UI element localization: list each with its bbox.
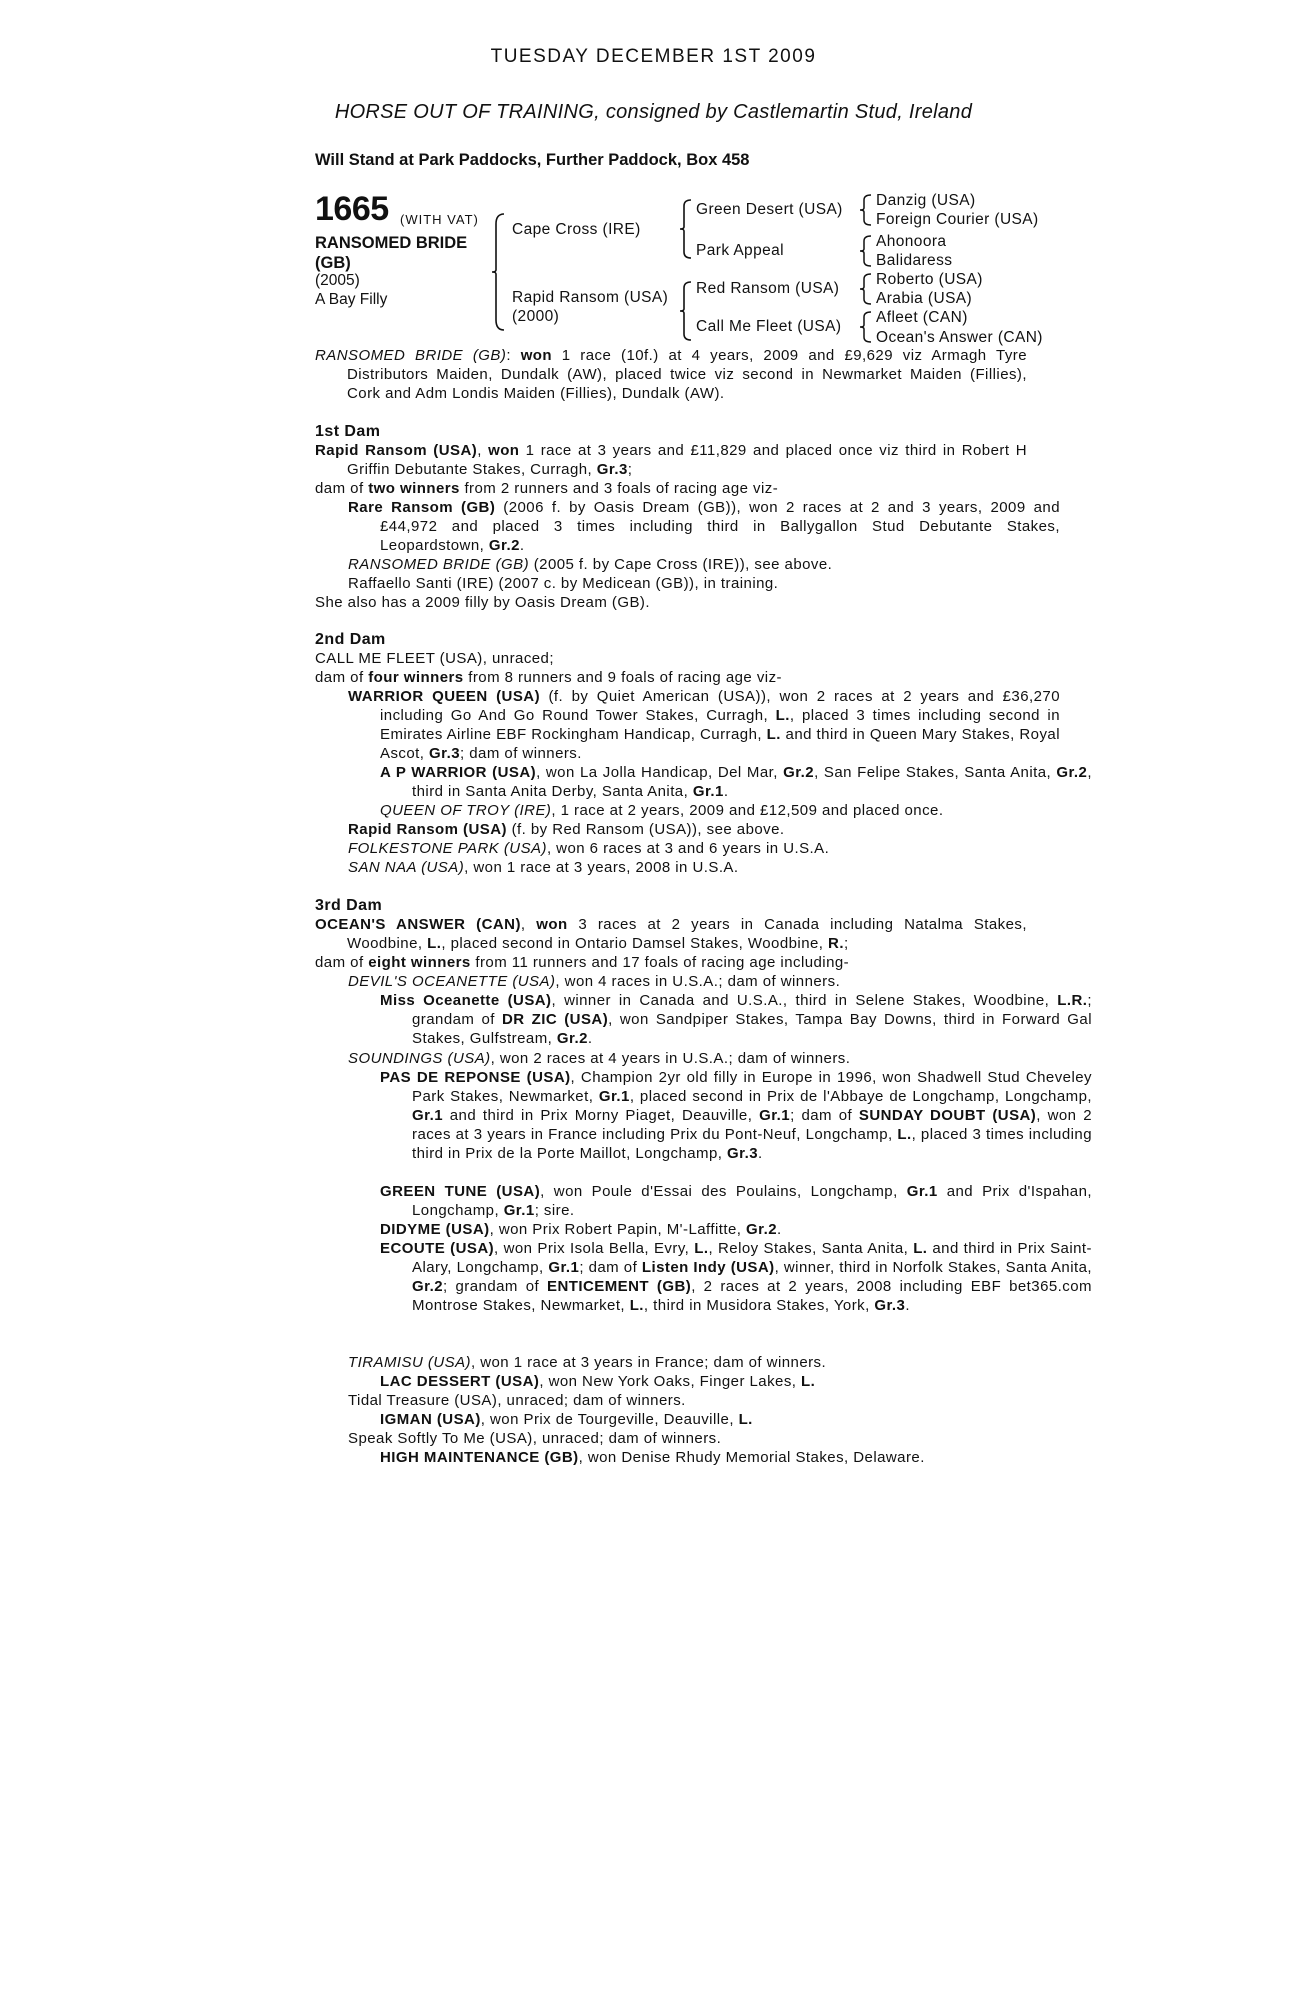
warrior-queen-grade: Gr.3 — [429, 745, 461, 763]
soundings-name: SOUNDINGS (USA) — [348, 1050, 491, 1067]
high-maintenance-text: , won Denise Rhudy Memorial Stakes, Delaware. — [578, 1449, 925, 1466]
ap-warrior-grade3: Gr.1 — [692, 783, 724, 801]
miss-oceanette-name: Miss Oceanette (USA) — [380, 992, 552, 1009]
horse-description: A Bay Filly — [315, 291, 388, 308]
pas-de-reponse-text6: , placed 3 times including third in Prix de la Porte Maillot, Longchamp, — [412, 1126, 1093, 1163]
second-dam-winners: four winners — [368, 669, 464, 686]
ecoute-text7: , 2 races at 2 years, 2008 including EBF bet365.com Montrose Stakes, Newmarket, — [412, 1278, 1092, 1315]
produce-folkestone-park — [315, 839, 1060, 858]
sunday-doubt-name: SUNDAY DOUBT (USA) — [858, 1107, 1037, 1125]
dr-zic-name: DR ZIC (USA) — [501, 1011, 609, 1029]
ecoute-text1: , won Prix Isola Bella, Evry, — [494, 1240, 690, 1257]
pedigree-sire-dam: Park Appeal — [696, 242, 784, 259]
produce-ap-warrior — [315, 763, 1092, 801]
produce-devils-oceanette — [315, 972, 1060, 991]
pedigree-gg7: Afleet (CAN) — [876, 309, 968, 326]
produce-high-maintenance — [315, 1448, 1092, 1467]
rare-ransom-grade: Gr.2 — [488, 537, 520, 555]
pedigree-gg8: Ocean's Answer (CAN) — [876, 329, 1043, 346]
miss-oceanette-tail: . — [587, 1030, 593, 1048]
devils-oceanette-name: DEVIL'S OCEANETTE (USA) — [348, 973, 556, 990]
green-tune-text1: , won Poule d'Essai des Poulains, Longchamp, — [540, 1183, 898, 1200]
ecoute-grade2: Gr.2 — [412, 1278, 443, 1296]
igman-text: , won Prix de Tourgeville, Deauville, — [480, 1411, 734, 1428]
rapid-ransom-text: (f. by Red Ransom (USA)), see above. — [511, 821, 785, 838]
didyme-grade: Gr.2 — [746, 1221, 778, 1238]
pedigree-gg5: Roberto (USA) — [876, 271, 983, 288]
pas-de-reponse-text1: , Champion 2yr old filly in Europe in 1996, won Shadwell Stud Cheveley Park Stakes, Newmarket, — [412, 1069, 1092, 1106]
produce-lac-dessert — [315, 1372, 1092, 1391]
pas-de-reponse-grade3: Gr.1 — [759, 1107, 791, 1125]
queen-of-troy-text: , 1 race at 2 years, 2009 and £12,509 and placed once. — [551, 802, 944, 819]
pas-de-reponse-grade4: Gr.3 — [727, 1145, 759, 1163]
igman-name: IGMAN (USA) — [380, 1411, 481, 1428]
first-dam-heading: 1st Dam — [315, 423, 381, 440]
ecoute-grade3: Gr.3 — [874, 1297, 906, 1315]
second-dam-runners: from 8 runners and 9 foals of racing age viz- — [468, 669, 782, 686]
horse-summary — [315, 346, 1027, 403]
produce-soundings — [315, 1049, 1060, 1068]
second-dam-produce-summary — [315, 668, 995, 687]
ransomed-bride-name: RANSOMED BRIDE (GB) — [348, 556, 530, 573]
pedigree-sire-sire: Green Desert (USA) — [696, 201, 843, 218]
pedigree-brace-sire — [680, 198, 694, 260]
first-dam-record: Rapid Ransom (USA), won 1 race at 3 years and £11,829 and placed once viz third in Robert H Griffin Debutante Stakes, Curragh, Gr.3; — [315, 442, 1027, 479]
first-dam-also: She also has a 2009 filly by Oasis Dream (GB). — [315, 594, 650, 611]
ap-warrior-grade2: Gr.2 — [1056, 764, 1088, 781]
ecoute-grade1: Gr.1 — [548, 1259, 580, 1277]
produce-green-tune — [315, 1182, 1092, 1220]
ecoute-listed: L. — [694, 1240, 709, 1257]
didyme-tail: . — [777, 1221, 782, 1238]
ap-warrior-text3: , third in Santa Anita Derby, Santa Anita, — [412, 764, 1092, 801]
green-tune-tail: ; sire. — [534, 1202, 575, 1220]
produce-tiramisu — [315, 1353, 1060, 1372]
produce-tidal-treasure: Tidal Treasure (USA), unraced; dam of winners. — [348, 1392, 686, 1409]
pedigree-brace-dam — [680, 280, 694, 342]
pas-de-reponse-text4: ; dam of — [790, 1107, 853, 1125]
produce-didyme — [315, 1220, 1092, 1239]
oceans-answer-text2: , placed second in Ontario Damsel Stakes, Woodbine, — [441, 935, 824, 953]
oceans-answer-listed: L. — [427, 935, 442, 953]
oceans-answer-won: won — [536, 916, 568, 933]
pedigree-dam: Rapid Ransom (USA) — [512, 289, 669, 306]
high-maintenance-name: HIGH MAINTENANCE (GB) — [380, 1449, 579, 1466]
produce-rare-ransom — [315, 498, 1060, 555]
second-dam-damof: dam of — [315, 669, 364, 686]
produce-queen-of-troy — [315, 801, 1092, 820]
green-tune-text2: and Prix d'Ispahan, Longchamp, — [412, 1183, 1092, 1220]
green-tune-grade1: Gr.1 — [906, 1183, 938, 1200]
ap-warrior-name: A P WARRIOR (USA) — [380, 764, 537, 781]
pedigree-gg4: Balidaress — [876, 252, 953, 269]
tiramisu-name: TIRAMISU (USA) — [348, 1354, 471, 1371]
warrior-queen-text1: (f. by Quiet American (USA)), won 2 races at 2 years and £36,270 including Go And Go Round Tower Stakes, Curragh, — [380, 688, 1060, 725]
horse-name-line2: (GB) — [315, 254, 351, 272]
ap-warrior-grade1: Gr.2 — [783, 764, 815, 781]
second-dam-line: CALL ME FLEET (USA), unraced; — [315, 650, 554, 667]
miss-oceanette-lr: L.R. — [1057, 992, 1088, 1009]
consignment-line: HORSE OUT OF TRAINING, consigned by Castlemartin Stud, Ireland — [334, 101, 973, 123]
rare-ransom-name: Rare Ransom (GB) — [348, 499, 496, 516]
pas-de-reponse-listed: L. — [897, 1126, 912, 1144]
lac-dessert-listed: L. — [801, 1373, 816, 1390]
ecoute-text5: , winner, third in Norfolk Stakes, Santa Anita, — [774, 1259, 1093, 1277]
produce-miss-oceanette — [315, 991, 1092, 1048]
didyme-name: DIDYME (USA) — [380, 1221, 490, 1238]
ecoute-text8: , third in Musidora Stakes, York, — [643, 1297, 870, 1315]
green-tune-name: GREEN TUNE (USA) — [380, 1183, 541, 1200]
pedigree-gg6: Arabia (USA) — [876, 290, 973, 307]
green-tune-grade2: Gr.1 — [503, 1202, 535, 1220]
pedigree-sire: Cape Cross (IRE) — [512, 221, 641, 238]
ecoute-text4: ; dam of — [579, 1259, 638, 1277]
third-dam-runners: from 11 runners and 17 foals of racing age including- — [475, 954, 850, 971]
third-dam-winners: eight winners — [368, 954, 471, 971]
pedigree-dam-year: (2000) — [512, 308, 560, 325]
third-dam-produce-summary — [315, 953, 995, 972]
produce-speak-softly: Speak Softly To Me (USA), unraced; dam of winners. — [348, 1430, 722, 1447]
foaling-year: (2005) — [315, 272, 360, 289]
produce-rapid-ransom — [315, 820, 1060, 839]
first-dam-winners: two winners — [368, 480, 460, 497]
third-dam-damof: dam of — [315, 954, 364, 971]
ecoute-text6: ; grandam of — [443, 1278, 540, 1296]
summary-colon: : — [506, 347, 511, 364]
pedigree-dam-sire: Red Ransom (USA) — [696, 280, 840, 297]
produce-warrior-queen — [315, 687, 1060, 763]
lot-number: 1665 — [315, 190, 389, 228]
pedigree-brace-g2 — [860, 234, 874, 268]
third-dam-heading: 3rd Dam — [315, 897, 383, 914]
pas-de-reponse-text3: and third in Prix Morny Piaget, Deauville, — [449, 1107, 753, 1125]
warrior-queen-text2: , placed 3 times including second in Emirates Airline EBF Rockingham Handicap, Curragh, — [380, 707, 1060, 744]
produce-igman — [315, 1410, 1092, 1429]
pedigree-dam-dam: Call Me Fleet (USA) — [696, 318, 842, 335]
folkestone-park-text: , won 6 races at 3 and 6 years in U.S.A. — [546, 840, 830, 857]
pedigree-brace-main — [492, 212, 508, 332]
listen-indy-name: Listen Indy (USA) — [641, 1259, 775, 1277]
igman-listed: L. — [738, 1411, 753, 1428]
horse-name — [315, 233, 490, 273]
devils-oceanette-text: , won 4 races in U.S.A.; dam of winners. — [555, 973, 841, 990]
san-naa-name: SAN NAA (USA) — [348, 859, 465, 876]
pedigree-gg3: Ahonoora — [876, 233, 947, 250]
warrior-queen-name: WARRIOR QUEEN (USA) — [348, 688, 541, 705]
ecoute-listed2: L. — [913, 1240, 928, 1257]
ransomed-bride-text: (2005 f. by Cape Cross (IRE)), see above. — [533, 556, 833, 573]
first-dam-grade: Gr.3 — [596, 461, 628, 479]
first-dam-runners: from 2 runners and 3 foals of racing age viz- — [464, 480, 779, 497]
warrior-queen-listed2: L. — [766, 726, 781, 744]
pas-de-reponse-tail: . — [758, 1145, 763, 1163]
first-dam-damof: dam of — [315, 480, 364, 497]
horse-name-line1: RANSOMED BRIDE — [315, 234, 468, 252]
vat-note: (WITH VAT) — [400, 212, 479, 227]
summary-won: won — [520, 347, 553, 364]
miss-oceanette-text2: ; grandam of — [412, 992, 1092, 1029]
lac-dessert-text: , won New York Oaks, Finger Lakes, — [539, 1373, 797, 1390]
summary-horse-name: RANSOMED BRIDE (GB) — [315, 347, 507, 364]
didyme-text: , won Prix Robert Papin, M'-Laffitte, — [489, 1221, 742, 1238]
produce-ecoute — [315, 1239, 1092, 1315]
rare-ransom-tail: . — [519, 537, 525, 555]
ecoute-listed3: L. — [629, 1297, 644, 1315]
pas-de-reponse-name: PAS DE REPONSE (USA) — [380, 1069, 571, 1086]
pedigree-gg1: Danzig (USA) — [876, 192, 976, 209]
queen-of-troy-name: QUEEN OF TROY (IRE) — [380, 802, 552, 819]
sale-date: TUESDAY DECEMBER 1ST 2009 — [490, 46, 817, 67]
ap-warrior-text1: , won La Jolla Handicap, Del Mar, — [536, 764, 778, 781]
first-dam-text: 1 race at 3 years and £11,829 and placed once viz third in Robert H Griffin Debutante Stakes, Curragh, — [347, 442, 1027, 479]
first-dam-won: won — [488, 442, 520, 459]
miss-oceanette-text1: , winner in Canada and U.S.A., third in Selene Stakes, Woodbine, — [551, 992, 1050, 1009]
warrior-queen-tail: ; dam of winners. — [460, 745, 582, 763]
ecoute-name: ECOUTE (USA) — [380, 1240, 495, 1257]
warrior-queen-listed: L. — [775, 707, 790, 725]
san-naa-text: , won 1 race at 3 years, 2008 in U.S.A. — [464, 859, 739, 876]
pas-de-reponse-grade2: Gr.1 — [412, 1107, 443, 1125]
ecoute-text3: and third in Prix Saint-Alary, Longchamp, — [412, 1240, 1092, 1277]
produce-san-naa — [315, 858, 1060, 877]
ap-warrior-tail: . — [723, 783, 729, 801]
pedigree-brace-g1 — [860, 193, 874, 227]
soundings-text: , won 2 races at 4 years in U.S.A.; dam of winners. — [490, 1050, 851, 1067]
ecoute-tail: . — [905, 1297, 910, 1315]
miss-oceanette-text3: , won Sandpiper Stakes, Tampa Bay Downs, third in Forward Gal Stakes, Gulfstream, — [412, 1011, 1092, 1048]
oceans-answer-text1: 3 races at 2 years in Canada including Natalma Stakes, Woodbine, — [347, 916, 1027, 953]
warrior-queen-text3: and third in Queen Mary Stakes, Royal Ascot, — [380, 726, 1060, 763]
pas-de-reponse-text5: , won 2 races at 3 years in France including Prix du Pont-Neuf, Longchamp, — [412, 1107, 1093, 1144]
tiramisu-text: , won 1 race at 3 years in France; dam of winners. — [470, 1354, 827, 1371]
pedigree-brace-g3 — [860, 272, 874, 306]
ap-warrior-text2: , San Felipe Stakes, Santa Anita, — [814, 764, 1052, 781]
miss-oceanette-grade: Gr.2 — [556, 1030, 588, 1048]
second-dam-heading: 2nd Dam — [315, 631, 386, 648]
produce-pas-de-reponse — [315, 1068, 1092, 1163]
folkestone-park-name: FOLKESTONE PARK (USA) — [348, 840, 547, 857]
oceans-answer-tail: ; — [843, 935, 849, 953]
first-dam-name: Rapid Ransom (USA) — [315, 442, 478, 459]
oceans-answer-restricted: R. — [828, 935, 844, 953]
produce-ransomed-bride — [315, 555, 1060, 574]
first-dam-tail: ; — [627, 461, 633, 479]
enticement-name: ENTICEMENT (GB) — [547, 1278, 692, 1296]
pas-de-reponse-text2: , placed second in Prix de l'Abbaye de Longchamp, Longchamp, — [629, 1088, 1093, 1106]
rapid-ransom-name: Rapid Ransom (USA) — [348, 821, 507, 838]
pedigree-gg2: Foreign Courier (USA) — [876, 211, 1039, 228]
summary-text: 1 race (10f.) at 4 years, 2009 and £9,629 viz Armagh Tyre Distributors Maiden, Dundalk (AW), placed twice viz second in Newmarket Maiden (Fillies), Cork and Adm Londis Maiden (Fillies), Dundalk (AW). — [347, 347, 1028, 403]
lac-dessert-name: LAC DESSERT (USA) — [380, 1373, 540, 1390]
pas-de-reponse-grade1: Gr.1 — [598, 1088, 630, 1106]
stand-location: Will Stand at Park Paddocks, Further Paddock, Box 458 — [315, 151, 750, 169]
third-dam-record: OCEAN'S ANSWER (CAN), won 3 races at 2 years in Canada including Natalma Stakes, Woodbine, L., placed second in Ontario Damsel Stakes, Woodbine, R.; — [315, 916, 1027, 953]
produce-raffaello-santi: Raffaello Santi (IRE) (2007 c. by Medicean (GB)), in training. — [348, 575, 779, 592]
first-dam-produce-summary — [315, 479, 995, 498]
ecoute-text2: , Reloy Stakes, Santa Anita, — [708, 1240, 909, 1257]
oceans-answer-name: OCEAN'S ANSWER (CAN) — [315, 916, 521, 933]
pedigree-brace-g4 — [860, 310, 874, 344]
rare-ransom-text: (2006 f. by Oasis Dream (GB)), won 2 races at 2 and 3 years, 2009 and £44,972 and placed 3 times including third in Ballygallon Stud Debutante Stakes, Leopardstown, — [380, 499, 1060, 555]
